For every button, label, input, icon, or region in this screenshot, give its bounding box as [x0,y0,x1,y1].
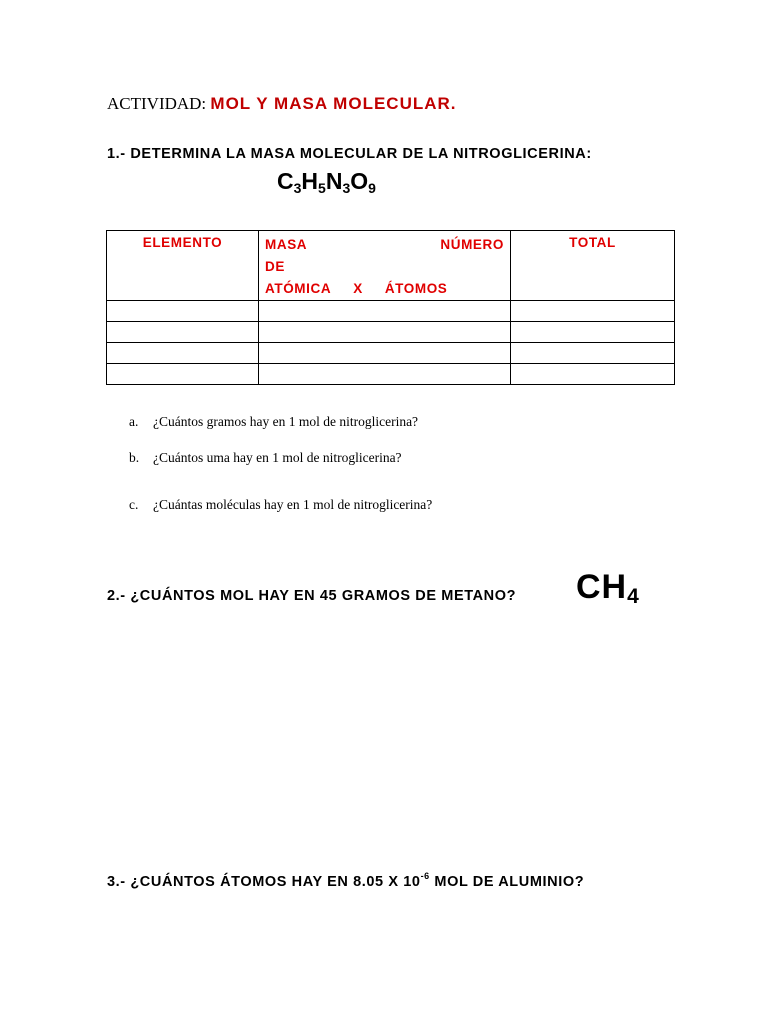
table-cell[interactable] [107,343,259,364]
methane-formula [576,568,640,609]
table-cell[interactable] [259,343,511,364]
header-text: MASA [265,237,308,252]
activity-name: MOL Y MASA MOLECULAR. [210,94,457,113]
subquestion-text: ¿Cuántas moléculas hay en 1 mol de nitroglicerina? [153,497,433,512]
formula-element: H [301,168,319,194]
formula-element: N [325,168,343,194]
table-cell[interactable] [511,343,675,364]
subquestion-c [129,497,432,513]
subquestion-b [129,450,402,466]
table-cell[interactable] [107,322,259,343]
formula-element: O [350,168,369,194]
nitroglycerin-formula [277,168,376,196]
table-cell[interactable] [259,301,511,322]
molecular-mass-table [106,230,675,385]
table-cell[interactable] [511,322,675,343]
question-1: 1.- DETERMINA LA MASA MOLECULAR DE LA NITROGLICERINA: [107,146,592,162]
activity-title [107,94,457,114]
table-header-row [107,231,675,301]
table-row [107,364,675,385]
table-row [107,301,675,322]
formula-subscript: 9 [368,180,376,196]
formula-subscript: 4 [627,585,640,608]
table-cell[interactable] [259,322,511,343]
header-text: ATÓMICA [265,281,332,296]
question-3 [107,871,584,890]
header-text: NÚMERO [440,237,504,252]
header-line [265,278,504,300]
table-row [107,343,675,364]
table-cell[interactable] [511,364,675,385]
header-total: TOTAL [511,231,675,301]
activity-label: ACTIVIDAD: [107,94,211,113]
header-text: ÁTOMOS [384,281,448,296]
table-cell[interactable] [511,301,675,322]
table-cell[interactable] [107,301,259,322]
formula-subscript: 3 [342,180,351,196]
formula-subscript: 5 [318,180,326,196]
list-marker: c. [129,497,139,512]
subquestion-a [129,414,418,430]
formula-element: C [277,168,294,194]
question-2: 2.- ¿CUÁNTOS MOL HAY EN 45 GRAMOS DE METANO? [107,588,517,604]
table-cell[interactable] [259,364,511,385]
table-cell[interactable] [107,364,259,385]
question-3-text: 3.- ¿CUÁNTOS ÁTOMOS HAY EN 8.05 X 10 [107,874,421,890]
formula-element: CH [576,568,628,606]
subquestion-text: ¿Cuántos uma hay en 1 mol de nitroglicerina? [153,450,402,465]
header-masa-numero [259,231,511,301]
question-3-text-end: MOL DE ALUMINIO? [429,874,585,890]
header-text: X [353,281,363,296]
header-line: DE [265,259,285,274]
list-marker: a. [129,414,139,429]
table-row [107,322,675,343]
subquestion-text: ¿Cuántos gramos hay en 1 mol de nitroglicerina? [153,414,419,429]
header-line [265,234,504,256]
exponent: -6 [420,871,430,881]
header-elemento: ELEMENTO [107,231,259,301]
formula-subscript: 3 [293,180,302,196]
list-marker: b. [129,450,140,465]
